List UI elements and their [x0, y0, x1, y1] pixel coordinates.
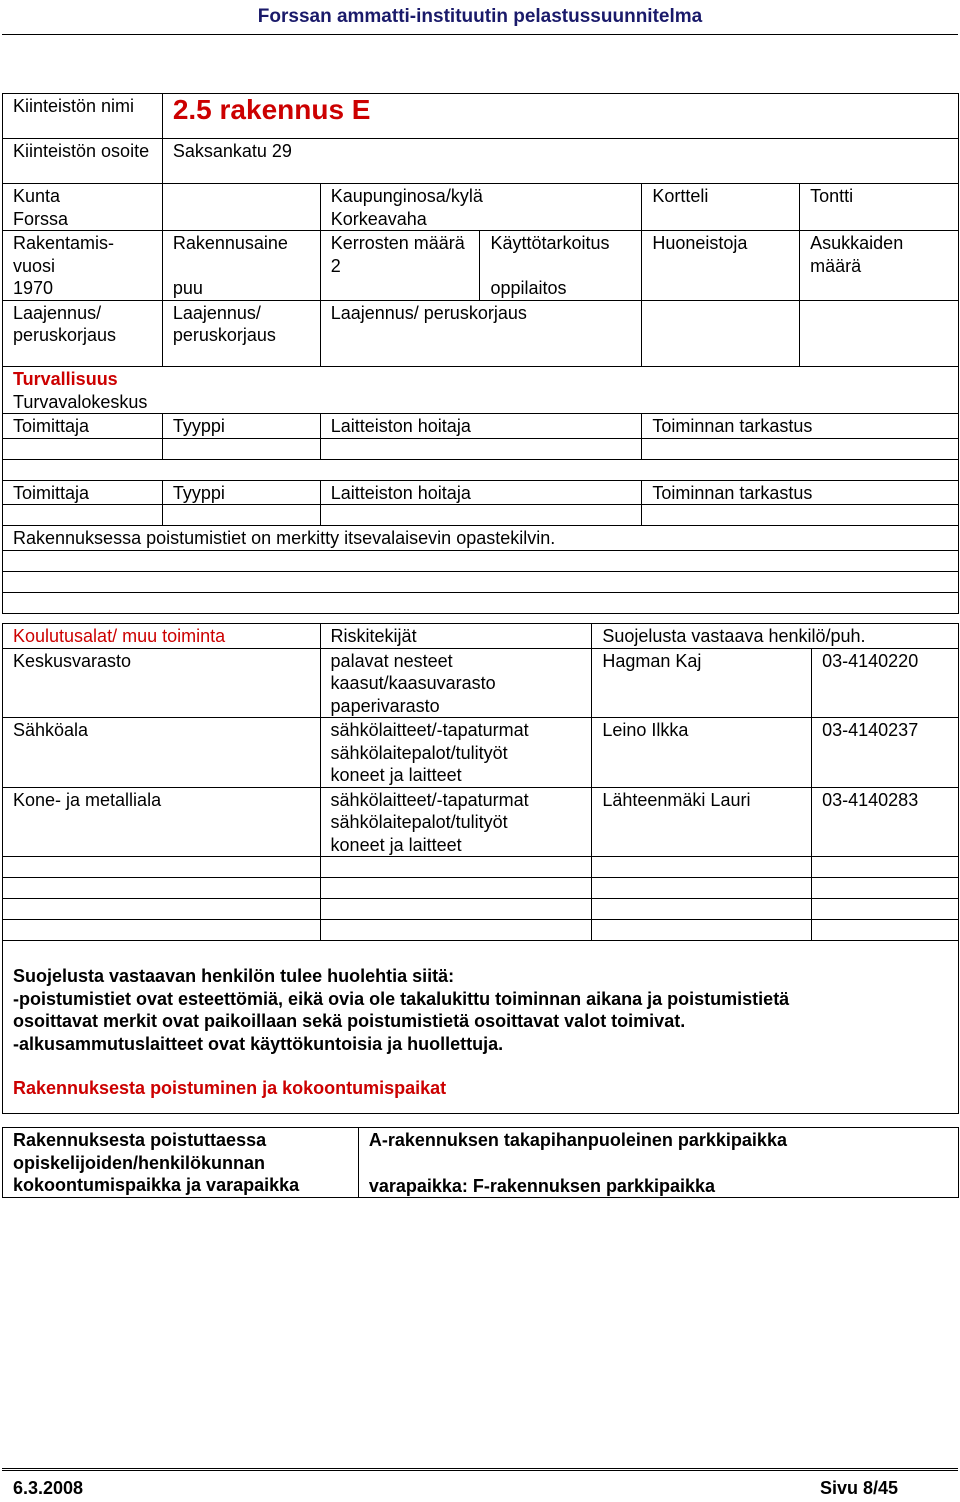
evacuation-heading: Rakennuksesta poistuminen ja kokoontumispaikat	[13, 1078, 447, 1098]
security-heading: Turvallisuus	[13, 369, 118, 389]
property-table	[2, 93, 959, 367]
extension-label-3: Laajennus/ peruskorjaus	[320, 300, 642, 366]
exits-note: Rakennuksessa poistumistiet on merkitty itsevalaisevin opastekilvin.	[3, 526, 959, 551]
build-year-label: Rakentamis-vuosi	[13, 233, 115, 276]
empty-cell	[3, 878, 321, 899]
district-value: Korkeavaha	[330, 208, 427, 229]
material-label: Rakennusaine	[172, 233, 288, 253]
document-header-title: Forssan ammatti-instituutin pelastussuunnitelma	[257, 6, 703, 27]
phone-cell: 03-4140220	[812, 648, 959, 718]
person-cell: Leino Ilkka	[592, 718, 812, 788]
usage-label: Käyttötarkoitus	[490, 233, 610, 253]
risk-list	[320, 718, 592, 788]
empty-cell	[320, 899, 592, 920]
person-cell: Hagman Kaj	[592, 648, 812, 718]
apartments-label: Huoneistoja	[642, 231, 800, 301]
security-table	[2, 366, 959, 614]
empty-cell	[3, 920, 321, 941]
extension-label-2: Laajennus/ peruskorjaus	[162, 300, 320, 366]
type-header-2: Tyyppi	[162, 480, 320, 505]
duties-line: osoittavat merkit ovat paikoillaan sekä poistumistietä osoittavat valot toimivat.	[13, 1011, 686, 1031]
extension-label-1: Laajennus/ peruskorjaus	[3, 300, 163, 366]
footer-page-number: Sivu 8/45	[820, 1478, 899, 1498]
risk-list	[320, 787, 592, 857]
usage-cell	[480, 231, 642, 301]
empty-cell	[592, 920, 812, 941]
floors-value: 2	[330, 255, 341, 276]
empty-cell	[812, 920, 959, 941]
empty-cell	[812, 857, 959, 878]
municipality-cell	[3, 184, 163, 231]
evacuation-label: Rakennuksesta poistuttaessa	[13, 1130, 267, 1150]
risk-item: koneet ja laitteet	[330, 834, 462, 855]
footer-date: 6.3.2008	[13, 1478, 84, 1498]
usage-value: oppilaitos	[490, 277, 567, 298]
empty-cell	[320, 857, 592, 878]
build-year-value: 1970	[13, 278, 54, 298]
security-subheading: Turvavalokeskus	[13, 391, 148, 412]
name-label: Kiinteistön nimi	[3, 94, 163, 139]
empty-cell	[592, 899, 812, 920]
area-header: Koulutusalat/ muu toiminta	[3, 624, 321, 649]
empty-cell	[162, 184, 320, 231]
material-value: puu	[172, 277, 203, 298]
empty-cell	[162, 505, 320, 526]
risk-item: sähkölaitepalot/tulityöt	[330, 812, 508, 832]
empty-cell	[3, 857, 321, 878]
property-name: 2.5 rakennus E	[162, 94, 958, 139]
empty-cell	[592, 857, 812, 878]
duties-line: -alkusammutuslaitteet ovat käyttökuntoisia ja huollettuja.	[13, 1033, 504, 1054]
empty-cell	[3, 438, 163, 459]
empty-row	[3, 571, 959, 592]
empty-cell	[642, 300, 800, 366]
evacuation-label-cell	[3, 1128, 359, 1198]
risk-item: koneet ja laitteet	[330, 765, 462, 785]
risks-table	[2, 623, 959, 1114]
footer-rule	[2, 1468, 958, 1471]
empty-cell	[642, 438, 959, 459]
duties-line: -poistumistiet ovat esteettömiä, eikä ovia ole takalukittu toiminnan aikana ja poistumistietä	[13, 988, 790, 1009]
secondary-meeting-place: varapaikka: F-rakennuksen parkkipaikka	[368, 1175, 716, 1196]
empty-cell	[320, 920, 592, 941]
supplier-header: Toimittaja	[3, 414, 163, 439]
empty-cell	[162, 438, 320, 459]
empty-cell	[3, 505, 163, 526]
empty-row	[3, 550, 959, 571]
risk-list	[320, 648, 592, 718]
plot-label: Tontti	[800, 184, 959, 231]
inspection-header-2: Toiminnan tarkastus	[642, 480, 959, 505]
risk-item: sähkölaitepalot/tulityöt	[330, 742, 508, 763]
district-label: Kaupunginosa/kylä	[330, 186, 483, 206]
empty-cell	[812, 899, 959, 920]
maintainer-header-2: Laitteiston hoitaja	[320, 480, 642, 505]
empty-row	[3, 592, 959, 613]
empty-cell	[800, 300, 959, 366]
area-cell: Sähköala	[3, 718, 321, 788]
build-year-cell	[3, 231, 163, 301]
duties-cell	[3, 941, 959, 1114]
empty-cell	[642, 505, 959, 526]
floors-cell	[320, 231, 480, 301]
risk-item: kaasut/kaasuvarasto	[330, 673, 496, 693]
risks-header: Riskitekijät	[320, 624, 592, 649]
person-header: Suojelusta vastaava henkilö/puh.	[592, 624, 959, 649]
area-cell: Keskusvarasto	[3, 648, 321, 718]
floors-label: Kerrosten määrä	[330, 233, 465, 253]
district-cell	[320, 184, 642, 231]
risk-item: paperivarasto	[330, 695, 440, 716]
duties-line: Suojelusta vastaavan henkilön tulee huolehtia siitä:	[13, 966, 455, 986]
header-rule	[2, 34, 958, 35]
risk-item: sähkölaitteet/-tapaturmat	[330, 789, 529, 810]
phone-cell: 03-4140237	[812, 718, 959, 788]
empty-cell	[592, 878, 812, 899]
empty-cell	[320, 878, 592, 899]
inspection-header: Toiminnan tarkastus	[642, 414, 959, 439]
empty-cell	[812, 878, 959, 899]
person-cell: Lähteenmäki Lauri	[592, 787, 812, 857]
maintainer-header: Laitteiston hoitaja	[320, 414, 642, 439]
risk-item: sähkölaitteet/-tapaturmat	[330, 720, 529, 740]
area-cell: Kone- ja metalliala	[3, 787, 321, 857]
evacuation-label: opiskelijoiden/henkilökunnan	[13, 1152, 266, 1173]
evacuation-table	[2, 1127, 959, 1198]
address-value: Saksankatu 29	[162, 139, 958, 184]
evacuation-label: kokoontumispaikka ja varapaikka	[13, 1175, 300, 1195]
residents-label: Asukkaiden määrä	[800, 231, 959, 301]
block-label: Kortteli	[642, 184, 800, 231]
municipality-label: Kunta	[13, 186, 61, 206]
primary-meeting-place: A-rakennuksen takapihanpuoleinen parkkipaikka	[368, 1130, 787, 1150]
type-header: Tyyppi	[162, 414, 320, 439]
empty-cell	[320, 438, 642, 459]
phone-cell: 03-4140283	[812, 787, 959, 857]
municipality-value: Forssa	[13, 208, 69, 229]
address-label: Kiinteistön osoite	[3, 139, 163, 184]
empty-row	[3, 459, 959, 480]
material-cell	[162, 231, 320, 301]
risk-item: palavat nesteet	[330, 650, 453, 671]
security-heading-cell	[3, 367, 959, 414]
empty-cell	[3, 899, 321, 920]
empty-cell	[320, 505, 642, 526]
supplier-header-2: Toimittaja	[3, 480, 163, 505]
evacuation-places-cell	[358, 1128, 958, 1198]
